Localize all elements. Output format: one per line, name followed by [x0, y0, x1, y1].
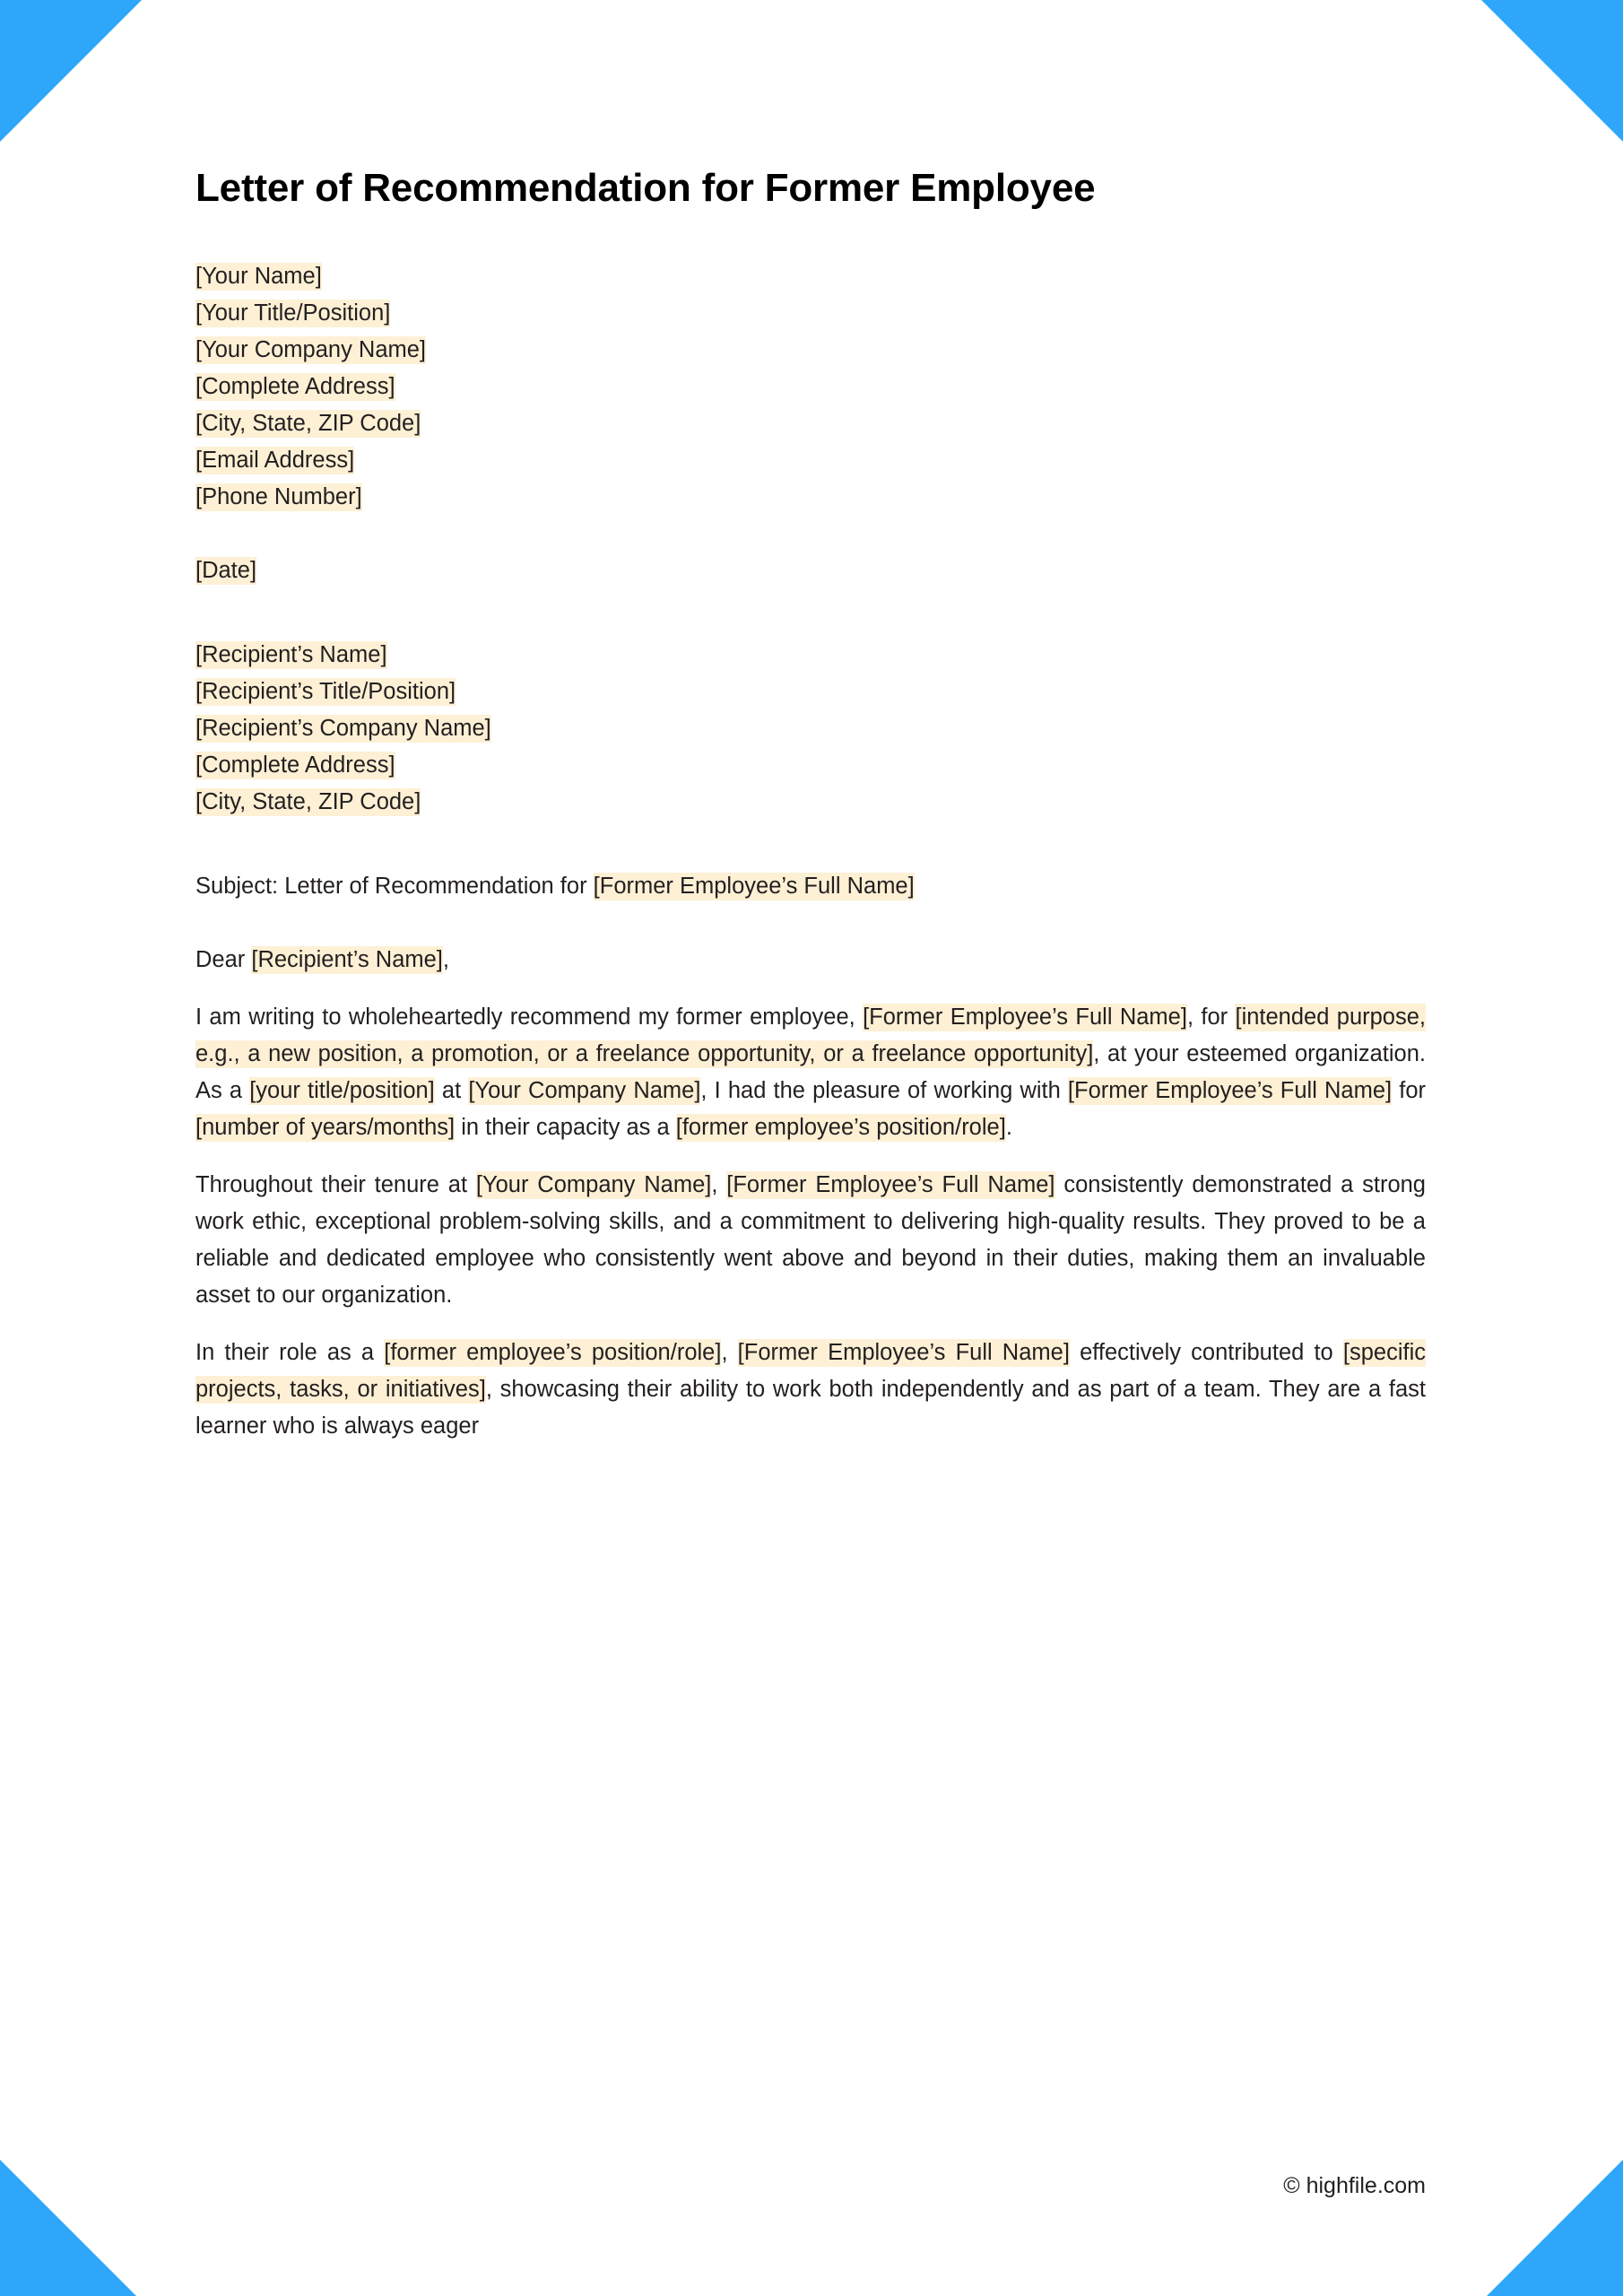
body-paragraph-2: [195, 1167, 1426, 1314]
placeholder-email-address: [Email Address]: [195, 447, 355, 473]
sender-line-phone: [195, 479, 1426, 516]
placeholder-salutation-recipient: [Recipient’s Name]: [251, 946, 443, 972]
p3-text-3: effectively contributed to: [1069, 1339, 1343, 1365]
placeholder-recipient-company: [Recipient’s Company Name]: [195, 715, 491, 741]
p1-placeholder-intended-purpose: [intended purpose, e.g., a new position, a promotion, or a freelance opportunity, or a freelance opportunity]: [195, 1004, 1426, 1066]
placeholder-complete-address: [Complete Address]: [195, 373, 395, 399]
placeholder-recipient-name: [Recipient’s Name]: [195, 641, 387, 667]
p3-text-1: In their role as a: [195, 1339, 385, 1365]
p1-text-1: I am writing to wholeheartedly recommend my former employee,: [195, 1004, 864, 1030]
sender-line-title: [195, 295, 1426, 332]
p1-text-8: .: [1005, 1114, 1012, 1140]
p2-text-1: Throughout their tenure at: [195, 1171, 476, 1197]
p1-text-7: in their capacity as a: [455, 1114, 676, 1140]
p3-placeholder-employee-role: [former employee’s position/role]: [384, 1339, 722, 1365]
recipient-line-name: [195, 637, 1426, 674]
corner-decoration-top-left: [0, 0, 142, 142]
p3-text-4: , showcasing their ability to work both independently and as part of a team. They are a fast learner who is always eager: [195, 1376, 1426, 1439]
placeholder-your-name: [Your Name]: [195, 263, 322, 289]
recipient-line-address: [195, 747, 1426, 784]
subject-line: [195, 868, 1426, 905]
placeholder-your-title: [Your Title/Position]: [195, 300, 391, 326]
p2-text-3: consistently demonstrated a strong work ethic, exceptional problem-solving skills, and a commitment to delivering high-quality results. They proved to be a reliable and dedicated employee who consistently went above and beyond in their duties, making them an invaluable asset to our organization.: [195, 1171, 1426, 1308]
p3-placeholder-employee-name: [Former Employee’s Full Name]: [737, 1339, 1070, 1365]
corner-decoration-bottom-right: [1487, 2160, 1623, 2296]
recipient-line-company: [195, 710, 1426, 747]
spacer-after-date: [195, 589, 1426, 637]
date-block: [195, 552, 1426, 589]
p1-placeholder-employee-name-2: [Former Employee’s Full Name]: [1067, 1077, 1393, 1103]
recipient-line-title: [195, 674, 1426, 710]
p1-placeholder-employee-name-1: [Former Employee’s Full Name]: [863, 1004, 1187, 1030]
p1-text-5: , I had the pleasure of working with: [700, 1077, 1068, 1103]
p1-placeholder-duration: [number of years/months]: [195, 1114, 456, 1140]
document-content: [195, 0, 1426, 2296]
sender-line-email: [195, 442, 1426, 479]
corner-decoration-top-right: [1481, 0, 1623, 142]
p1-placeholder-your-title: [your title/position]: [249, 1077, 435, 1103]
p2-placeholder-employee-name: [Former Employee’s Full Name]: [726, 1171, 1055, 1197]
body-paragraph-3: [195, 1335, 1426, 1445]
sender-address-block: [195, 258, 1426, 516]
corner-decoration-bottom-left: [0, 2160, 136, 2296]
page-title: Letter of Recommendation for Former Employee: [195, 166, 1096, 210]
p1-text-6: for: [1392, 1077, 1426, 1103]
p3-placeholder-projects: [specific projects, tasks, or initiatives]: [195, 1339, 1426, 1402]
spacer-after-salutation: [195, 978, 1426, 999]
sender-line-company: [195, 332, 1426, 369]
date-line: [195, 552, 1426, 589]
placeholder-city-state-zip: [City, State, ZIP Code]: [195, 410, 421, 436]
spacer-after-paragraph-1: [195, 1146, 1426, 1167]
body-paragraph-1: [195, 999, 1426, 1146]
placeholder-recipient-address: [Complete Address]: [195, 752, 395, 778]
placeholder-subject-employee-name: [Former Employee’s Full Name]: [593, 873, 915, 899]
p2-placeholder-your-company: [Your Company Name]: [475, 1171, 712, 1197]
p3-text-2: ,: [721, 1339, 738, 1365]
p1-text-4: at: [434, 1077, 469, 1103]
spacer-after-sender: [195, 516, 1426, 552]
p1-placeholder-employee-role: [former employee’s position/role]: [675, 1114, 1006, 1140]
spacer-after-recipient: [195, 821, 1426, 868]
placeholder-recipient-title: [Recipient’s Title/Position]: [195, 678, 456, 704]
placeholder-date: [Date]: [195, 557, 257, 583]
salutation-greeting: Dear: [195, 946, 252, 972]
subject-label: Subject: Letter of Recommendation for: [195, 873, 594, 899]
p1-placeholder-your-company: [Your Company Name]: [468, 1077, 701, 1103]
spacer-after-subject: [195, 905, 1426, 942]
p1-text-3: , at your esteemed organization. As a: [195, 1040, 1426, 1103]
sender-line-address: [195, 369, 1426, 405]
salutation-punctuation: ,: [442, 946, 449, 972]
recipient-line-city: [195, 784, 1426, 821]
p2-text-2: ,: [711, 1171, 727, 1197]
recipient-address-block: [195, 637, 1426, 821]
placeholder-phone-number: [Phone Number]: [195, 483, 362, 509]
spacer-after-paragraph-2: [195, 1314, 1426, 1335]
placeholder-recipient-city: [City, State, ZIP Code]: [195, 788, 421, 814]
sender-line-city: [195, 405, 1426, 442]
p1-text-2: , for: [1186, 1004, 1236, 1030]
salutation-line: [195, 942, 1426, 978]
placeholder-your-company: [Your Company Name]: [195, 336, 427, 362]
page-footer: © highfile.com: [1283, 2173, 1426, 2198]
sender-line-name: [195, 258, 1426, 295]
